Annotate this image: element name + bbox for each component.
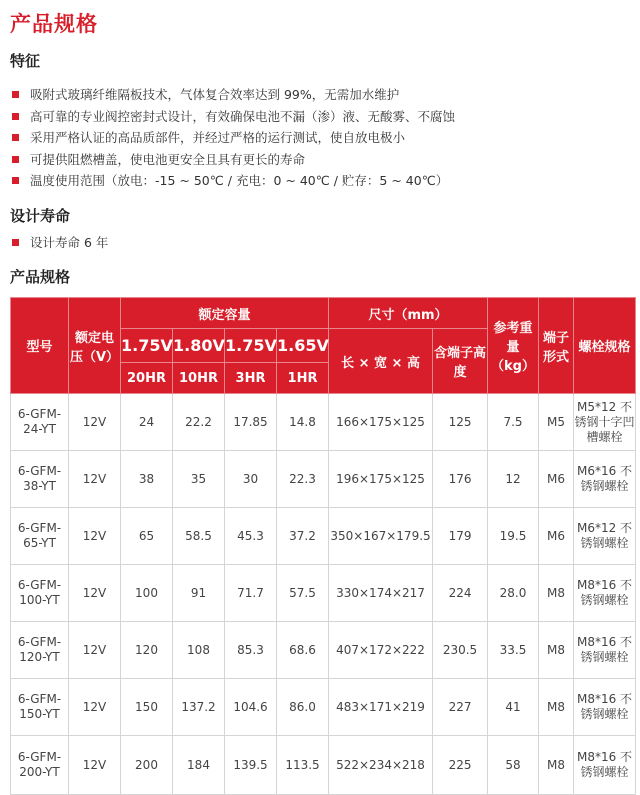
bullet-square-icon	[12, 91, 19, 98]
cell-weight: 12	[488, 451, 539, 508]
cell-c10: 108	[173, 622, 225, 679]
cell-weight: 41	[488, 679, 539, 736]
table-row	[11, 565, 636, 622]
cell-weight: 58	[488, 736, 539, 795]
feature-item: 温度使用范围（放电：-15 ~ 50℃ / 充电：0 ~ 40℃ / 贮存：5 ~ 40℃）	[10, 170, 455, 192]
cell-c10: 22.2	[173, 394, 225, 451]
cell-c20: 38	[121, 451, 173, 508]
cell-c1: 86.0	[277, 679, 329, 736]
cell-c3: 139.5	[225, 736, 277, 795]
cell-c3: 45.3	[225, 508, 277, 565]
header-bolt: 螺栓规格	[574, 298, 636, 394]
cell-terminal-height: 230.5	[433, 622, 488, 679]
cell-c3: 30	[225, 451, 277, 508]
cell-c1: 22.3	[277, 451, 329, 508]
cell-model: 6-GFM-24-YT	[11, 394, 69, 451]
header-cap-rate: 10HR	[173, 363, 225, 394]
table-row	[11, 622, 636, 679]
bullet-square-icon	[12, 156, 19, 163]
cell-weight: 28.0	[488, 565, 539, 622]
cell-voltage: 12V	[69, 736, 121, 795]
feature-item: 采用严格认证的高品质部件，并经过严格的运行测试，使自放电极小	[10, 127, 455, 149]
cell-c10: 184	[173, 736, 225, 795]
feature-item: 吸附式玻璃纤维隔板技术，气体复合效率达到 99%，无需加水维护	[10, 84, 455, 106]
cell-c1: 113.5	[277, 736, 329, 795]
header-rated-voltage: 额定电压（V）	[69, 298, 121, 394]
cell-c1: 14.8	[277, 394, 329, 451]
cell-voltage: 12V	[69, 679, 121, 736]
bullet-square-icon	[12, 134, 19, 141]
header-model: 型号	[11, 298, 69, 394]
cell-lwh: 407×172×222	[329, 622, 433, 679]
cell-voltage: 12V	[69, 565, 121, 622]
spec-table	[10, 297, 636, 795]
cell-c1: 68.6	[277, 622, 329, 679]
cell-model: 6-GFM-65-YT	[11, 508, 69, 565]
cell-c10: 137.2	[173, 679, 225, 736]
cell-model: 6-GFM-200-YT	[11, 736, 69, 795]
header-ref-weight: 参考重量（kg）	[488, 298, 539, 394]
cell-c1: 57.5	[277, 565, 329, 622]
feature-item: 可提供阻燃槽盖，使电池更安全且具有更长的寿命	[10, 149, 455, 171]
cell-c10: 91	[173, 565, 225, 622]
cell-weight: 7.5	[488, 394, 539, 451]
cell-c20: 65	[121, 508, 173, 565]
header-terminal: 端子形式	[539, 298, 574, 394]
header-height-with-terminal: 含端子高度	[433, 329, 488, 394]
cell-lwh: 350×167×179.5	[329, 508, 433, 565]
cell-terminal: M8	[539, 622, 574, 679]
cell-c1: 37.2	[277, 508, 329, 565]
cell-model: 6-GFM-150-YT	[11, 679, 69, 736]
cell-terminal-height: 176	[433, 451, 488, 508]
cell-weight: 19.5	[488, 508, 539, 565]
header-cap-rate: 20HR	[121, 363, 173, 394]
cell-terminal-height: 227	[433, 679, 488, 736]
cell-terminal: M8	[539, 736, 574, 795]
cell-terminal: M8	[539, 565, 574, 622]
header-cap-voltage: 1.80V	[173, 329, 225, 363]
cell-lwh: 166×175×125	[329, 394, 433, 451]
features-heading: 特征	[10, 52, 41, 70]
table-row	[11, 508, 636, 565]
cell-bolt: M8*16 不锈钢螺栓	[574, 622, 636, 679]
header-cap-rate: 1HR	[277, 363, 329, 394]
table-row	[11, 394, 636, 451]
cell-terminal: M5	[539, 394, 574, 451]
header-dimensions: 尺寸（mm）	[329, 298, 488, 329]
cell-bolt: M5*12 不锈钢十字凹槽螺栓	[574, 394, 636, 451]
cell-terminal-height: 125	[433, 394, 488, 451]
cell-c10: 58.5	[173, 508, 225, 565]
cell-terminal: M6	[539, 451, 574, 508]
cell-model: 6-GFM-100-YT	[11, 565, 69, 622]
feature-item: 高可靠的专业阀控密封式设计，有效确保电池不漏（渗）液、无酸雾、不腐蚀	[10, 106, 455, 128]
cell-c3: 17.85	[225, 394, 277, 451]
cell-voltage: 12V	[69, 394, 121, 451]
cell-c3: 104.6	[225, 679, 277, 736]
cell-c20: 150	[121, 679, 173, 736]
cell-terminal-height: 179	[433, 508, 488, 565]
cell-lwh: 522×234×218	[329, 736, 433, 795]
cell-voltage: 12V	[69, 508, 121, 565]
header-cap-voltage: 1.75V	[121, 329, 173, 363]
table-row	[11, 736, 636, 795]
cell-c10: 35	[173, 451, 225, 508]
bullet-square-icon	[12, 177, 19, 184]
cell-c20: 200	[121, 736, 173, 795]
bullet-square-icon	[12, 239, 19, 246]
cell-terminal-height: 224	[433, 565, 488, 622]
design-life-heading: 设计寿命	[10, 207, 71, 225]
cell-bolt: M6*16 不锈钢螺栓	[574, 451, 636, 508]
cell-weight: 33.5	[488, 622, 539, 679]
bullet-square-icon	[12, 113, 19, 120]
header-cap-rate: 3HR	[225, 363, 277, 394]
page-title: 产品规格	[10, 12, 98, 36]
cell-lwh: 196×175×125	[329, 451, 433, 508]
cell-terminal: M8	[539, 679, 574, 736]
specs-heading: 产品规格	[10, 268, 71, 286]
cell-c20: 24	[121, 394, 173, 451]
header-rated-capacity: 额定容量	[121, 298, 329, 329]
design-life-item: 设计寿命 6 年	[10, 232, 108, 254]
table-row	[11, 679, 636, 736]
table-row	[11, 451, 636, 508]
cell-c20: 100	[121, 565, 173, 622]
cell-bolt: M8*16 不锈钢螺栓	[574, 565, 636, 622]
header-cap-voltage: 1.75V	[225, 329, 277, 363]
cell-bolt: M8*16 不锈钢螺栓	[574, 679, 636, 736]
cell-bolt: M8*16 不锈钢螺栓	[574, 736, 636, 795]
header-cap-voltage: 1.65V	[277, 329, 329, 363]
cell-lwh: 483×171×219	[329, 679, 433, 736]
cell-lwh: 330×174×217	[329, 565, 433, 622]
cell-voltage: 12V	[69, 622, 121, 679]
cell-c3: 85.3	[225, 622, 277, 679]
cell-terminal: M6	[539, 508, 574, 565]
features-list	[10, 84, 455, 192]
cell-voltage: 12V	[69, 451, 121, 508]
cell-bolt: M6*12 不锈钢螺栓	[574, 508, 636, 565]
header-lwh: 长 × 宽 × 高	[329, 329, 433, 394]
cell-c20: 120	[121, 622, 173, 679]
cell-terminal-height: 225	[433, 736, 488, 795]
cell-model: 6-GFM-38-YT	[11, 451, 69, 508]
design-life-list	[10, 232, 108, 254]
cell-model: 6-GFM-120-YT	[11, 622, 69, 679]
cell-c3: 71.7	[225, 565, 277, 622]
